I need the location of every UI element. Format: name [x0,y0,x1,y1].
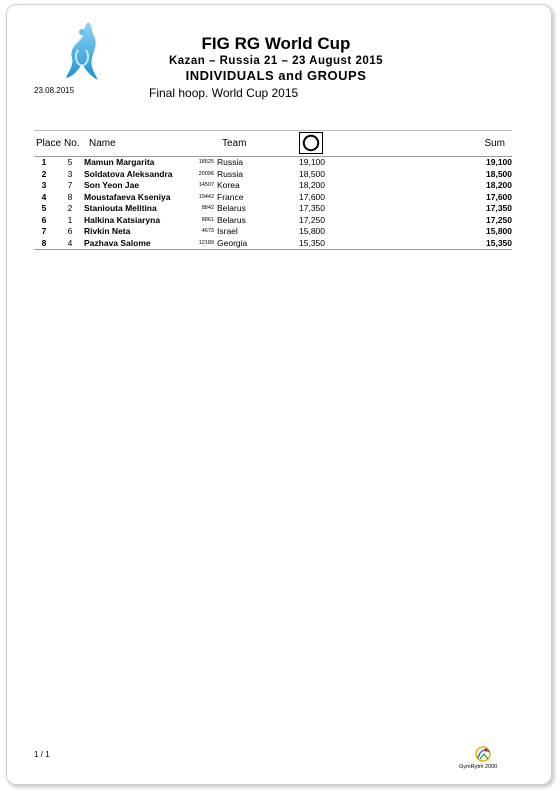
table-row [34,192,512,204]
cell-place: 4 [41,191,47,202]
cell-hoop-score: 17,250 [299,214,325,225]
cell-place: 6 [41,214,47,225]
cell-start-number: 4 [67,237,73,248]
table-row [34,157,512,169]
table-header [34,130,512,157]
cell-place: 7 [41,226,47,236]
cell-gymnast-name: Rivkin Neta [84,226,131,236]
brand-label: GymRytm 2000 [459,764,498,770]
cell-team: Russia [217,168,243,179]
cell-sum: 17,250 [486,214,512,225]
cell-place: 1 [41,157,47,167]
cell-hoop-score: 19,100 [299,157,325,167]
cell-fig-id: 20096 [198,170,214,177]
page-title: FIG RG World Cup [201,34,351,53]
cell-place: 3 [41,180,47,190]
document-page [6,4,552,785]
event-location-dates: Kazan – Russia 21 – 23 August 2015 [168,55,384,67]
column-header-team: Team [222,138,247,149]
cell-fig-id: 19442 [198,193,214,200]
table-row [34,203,512,215]
column-header-no: No. [64,138,80,149]
cell-gymnast-name: Soldatova Aleksandra [84,168,173,179]
cell-gymnast-name: Son Yeon Jae [84,180,140,190]
cell-fig-id: 12189 [198,239,214,246]
table-row [34,226,512,238]
cell-sum: 15,800 [486,226,512,236]
cell-hoop-score: 15,800 [299,226,325,236]
cell-team: Belarus [217,203,246,213]
cell-fig-id: 14507 [198,182,214,188]
cell-fig-id: 18525 [198,159,214,165]
event-section: INDIVIDUALS and GROUPS [185,68,367,83]
cell-hoop-score: 18,500 [299,168,325,179]
cell-hoop-score: 17,600 [299,191,325,202]
table-body [34,157,512,250]
cell-hoop-score: 15,350 [299,237,325,248]
cell-team: Georgia [217,237,248,248]
cell-start-number: 1 [67,214,73,225]
cell-gymnast-name: Staniouta Melitina [84,203,157,213]
cell-start-number: 2 [67,203,73,213]
cell-gymnast-name: Moustafaeva Kseniya [84,191,171,202]
cell-team: Israel [217,226,238,236]
table-row [34,215,512,227]
page-number: 1 / 1 [34,750,50,759]
cell-sum: 17,350 [486,203,512,213]
cell-sum: 19,100 [486,157,512,167]
cell-start-number: 8 [67,191,73,202]
table-row [34,238,512,250]
gymrytm-logo-icon [470,744,496,764]
cell-fig-id: 8861 [201,216,214,223]
cell-start-number: 3 [67,168,73,179]
cell-fig-id: 4673 [201,228,214,234]
results-subtitle: Final hoop. World Cup 2015 [149,86,299,100]
cell-team: Russia [217,157,243,167]
cell-start-number: 6 [67,226,73,236]
cell-sum: 17,600 [486,191,512,202]
table-row [34,169,512,181]
cell-sum: 15,350 [486,237,512,248]
cell-hoop-score: 18,200 [299,180,325,190]
cell-sum: 18,200 [486,180,512,190]
column-header-name: Name [89,138,116,149]
cell-place: 8 [41,237,47,248]
table-row [34,180,512,192]
hoop-icon [299,132,323,154]
cell-sum: 18,500 [486,168,512,179]
cell-team: France [217,191,244,202]
cell-place: 2 [41,168,47,179]
cell-team: Belarus [217,214,246,225]
cell-start-number: 7 [67,180,73,190]
cell-start-number: 5 [67,157,73,167]
results-table [34,130,512,250]
cell-gymnast-name: Mamun Margarita [84,157,155,167]
cell-fig-id: 8842 [201,205,214,211]
document-date: 23.08.2015 [34,86,75,95]
cell-hoop-score: 17,350 [299,203,325,213]
cell-gymnast-name: Halkina Katsiaryna [84,214,161,225]
cell-gymnast-name: Pazhava Salome [84,237,151,248]
column-header-place: Place [36,138,62,149]
cell-team: Korea [217,180,240,190]
column-header-sum: Sum [484,138,505,149]
cell-place: 5 [41,203,47,213]
